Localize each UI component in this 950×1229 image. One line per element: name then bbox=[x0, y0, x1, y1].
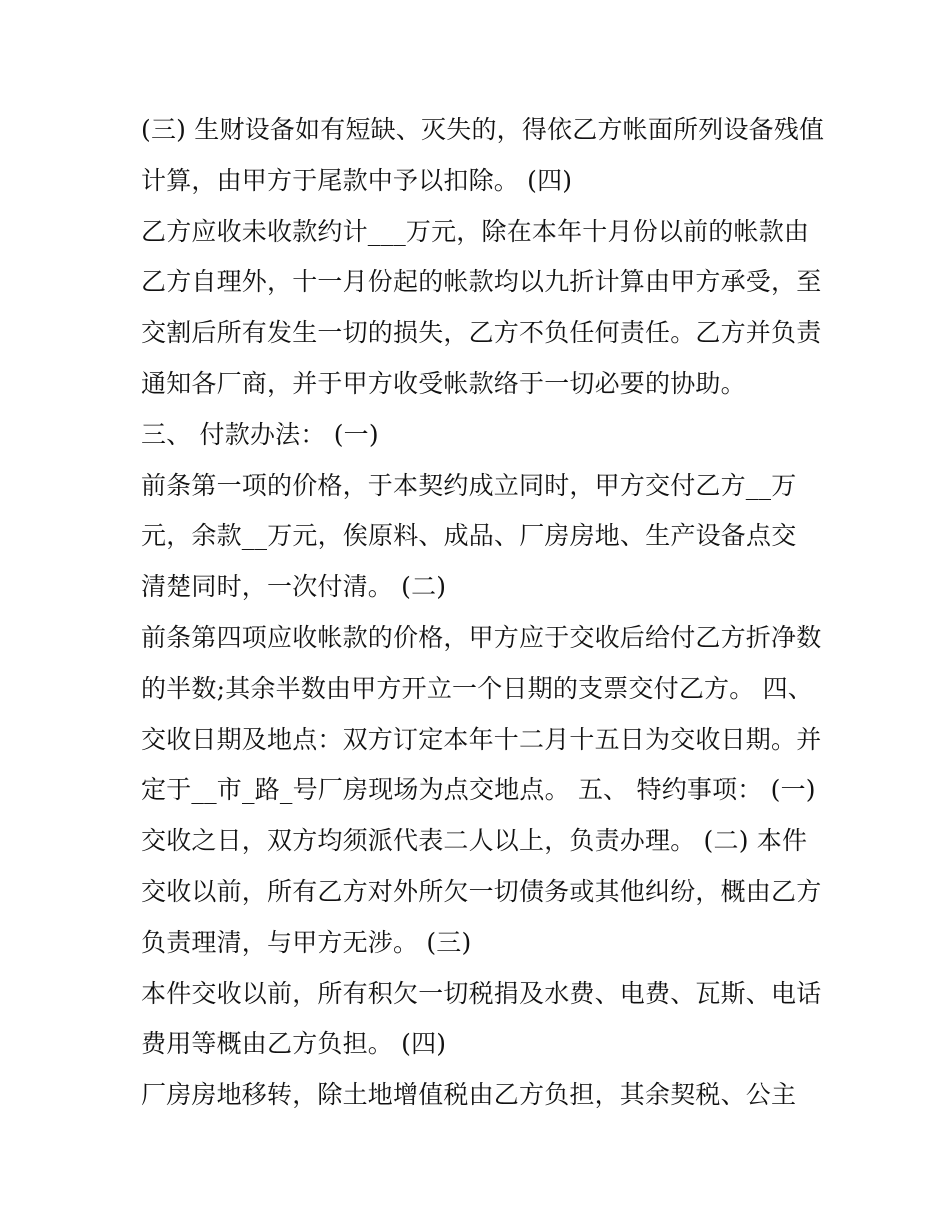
text-line: 费用等概由乙方负担。 (四) bbox=[141, 1029, 447, 1059]
contract-text bbox=[141, 105, 831, 1121]
text-line: 定于__市_路_号厂房现场为点交地点。 五、 特约事项： (一) bbox=[141, 775, 816, 805]
section-heading-payment: 三、 付款办法： (一) bbox=[141, 419, 379, 449]
text-line: 清楚同时，一次付清。 (二) bbox=[141, 572, 447, 602]
text-line: 前条第四项应收帐款的价格，甲方应于交收后给付乙方折净数 bbox=[141, 622, 822, 652]
text-line: 前条第一项的价格，于本契约成立同时，甲方交付乙方__万 bbox=[141, 470, 797, 500]
text-line: 负责理清，与甲方无涉。 (三) bbox=[141, 927, 472, 957]
text-line: 乙方自理外，十一月份起的帐款均以九折计算由甲方承受，至 bbox=[141, 267, 822, 297]
text-line: 的半数;其余半数由甲方开立一个日期的支票交付乙方。 四、 bbox=[141, 673, 813, 703]
text-line: 交割后所有发生一切的损失，乙方不负任何责任。乙方并负责 bbox=[141, 318, 822, 348]
text-line: 乙方应收未收款约计___万元，除在本年十月份以前的帐款由 bbox=[141, 216, 810, 246]
text-line: 厂房房地移转，除土地增值税由乙方负担，其余契税、公主 bbox=[141, 1080, 797, 1110]
text-line: 计算，由甲方于尾款中予以扣除。 (四) bbox=[141, 165, 573, 195]
text-line: 本件交收以前，所有积欠一切税捐及水费、电费、瓦斯、电话 bbox=[141, 978, 822, 1008]
text-line: (三) 生财设备如有短缺、灭失的，得依乙方帐面所列设备残值 bbox=[141, 115, 825, 144]
text-line: 通知各厂商，并于甲方收受帐款络于一切必要的协助。 bbox=[141, 368, 746, 398]
text-line: 交收日期及地点：双方订定本年十二月十五日为交收日期。并 bbox=[141, 724, 822, 754]
text-line: 元，余款__万元，俟原料、成品、厂房房地、生产设备点交 bbox=[141, 521, 797, 551]
text-line: 交收之日，双方均须派代表二人以上，负责办理。 (二) 本件 bbox=[141, 826, 808, 856]
text-line: 交收以前，所有乙方对外所欠一切债务或其他纠纷，概由乙方 bbox=[141, 876, 822, 906]
